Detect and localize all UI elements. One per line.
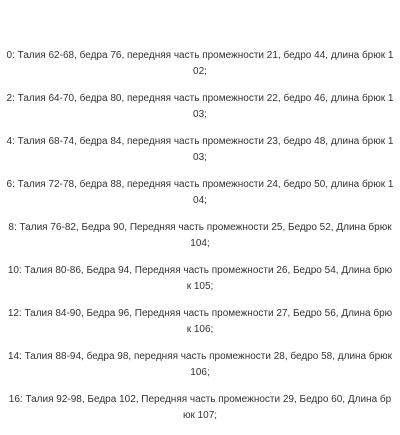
size-entry-8: 8: Талия 76-82, Бедра 90, Передняя часть промежности 25, Бедро 52, Длина брюк 104; (8, 222, 392, 249)
size-entry-10: 10: Талия 80-86, Бедра 94, Передняя часть промежности 26, Бедро 54, Длина брюк 105; (7, 265, 393, 292)
size-entry-4: 4: Талия 68-74, бедра 84, передняя часть промежности 23, бедро 48, длина брюк 103; (6, 136, 394, 163)
size-entry-14: 14: Талия 88-94, бедра 98, передняя часть промежности 28, бедро 58, длина брюк 106; (7, 351, 393, 378)
size-entry-16: 16: Талия 92-98, Бедра 102, Передняя часть промежности 29, Бедро 60, Длина брюк 107; (8, 394, 392, 421)
size-entry-2: 2: Талия 64-70, бедра 80, передняя часть промежности 22, бедро 46, длина брюк 103; (6, 93, 394, 120)
size-entry-12: 12: Талия 84-90, Бедра 96, Передняя часть промежности 27, Бедро 56, Длина брюк 106; (7, 308, 393, 335)
size-chart-list (0, 48, 400, 435)
size-entry-0: 0: Талия 62-68, бедра 76, передняя часть промежности 21, бедро 44, длина брюк 102; (6, 50, 394, 77)
size-entry-6: 6: Талия 72-78, бедра 88, передняя часть промежности 24, бедро 50, длина брюк 104; (6, 179, 394, 206)
